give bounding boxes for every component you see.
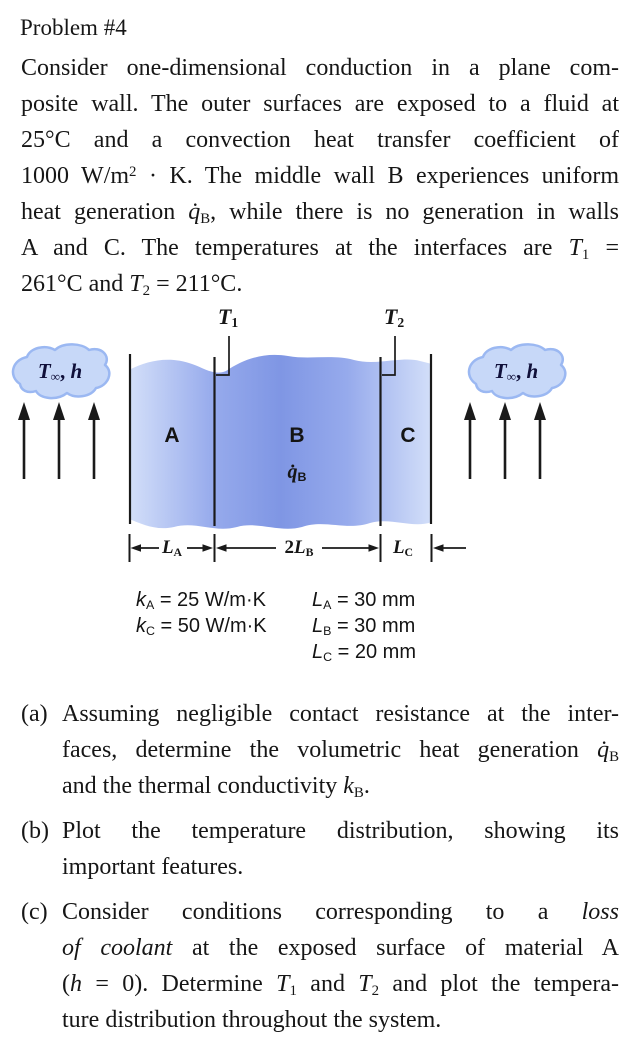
text-segment: A [323,597,332,612]
text-segment: = 50 W/m·K [154,615,267,637]
text-segment: L [294,537,306,558]
question-b [21,813,619,885]
value-la [312,588,415,613]
text-segment: 2 [397,315,405,331]
text-segment: T [217,304,232,329]
value-lb [312,614,415,639]
text-segment: 2 [371,982,380,999]
convection-arrows-left [18,402,100,479]
text-segment: C [404,545,414,559]
text-segment: B [353,784,364,801]
text-segment: and [296,971,359,997]
text-segment: L [312,641,324,663]
convection-arrows-right [464,402,546,479]
wall-a-label: A [164,424,180,447]
text-segment: 2 [284,537,295,558]
text-line [62,1002,619,1038]
cloud-label-right [472,356,560,386]
text-segment: Plot the temperature distribution, showing its [62,818,619,844]
text-line [21,230,619,266]
problem-statement [0,43,637,302]
text-segment: C [146,623,155,638]
text-segment: q̇ [597,737,610,763]
flow-arrow-head [464,402,476,420]
text-segment: · K. The middle wall B experiences uniform [136,163,619,189]
text-segment: T [358,971,372,997]
dimension-lc [433,544,466,552]
flow-arrow-head [534,402,546,420]
heat-generation-label [277,459,317,485]
text-segment: = 211°C. [150,271,243,297]
text-segment: of coolant [62,935,173,961]
dim-arrowhead [216,544,227,552]
text-segment: = 20 mm [332,641,416,663]
text-line [21,50,619,86]
problem-title: Problem #4 [20,15,127,40]
question-list [0,696,637,1052]
text-line [21,266,619,302]
text-segment: ture distribution throughout the system. [62,1007,442,1033]
text-segment: C [323,649,333,664]
question-marker: (c) [21,899,48,925]
text-segment: at the exposed surface of material A [172,935,620,961]
text-segment: A and C. The temperatures at the interfaces are [21,235,569,261]
question-text [62,894,619,1038]
t1-label [208,304,248,330]
value-ka [136,588,266,613]
text-segment: heat generation [21,199,189,225]
text-segment: 1 [289,982,297,999]
text-segment: k [136,615,146,637]
text-segment: B [200,210,211,227]
dim-arrowhead [203,544,214,552]
text-segment: posite wall. The outer surfaces are exposed to a fluid at [21,91,619,117]
text-segment: T [37,359,51,383]
question-c [21,894,619,1038]
text-segment: 25°C and a convection heat transfer coefficient of [21,127,619,153]
text-segment: 2 [129,163,137,180]
text-line [62,849,619,885]
flow-arrow-head [88,402,100,420]
text-segment: B [609,748,619,765]
wall-b-label: B [289,424,305,447]
text-segment: and the thermal conductivity [62,773,344,799]
wall-c-label: C [400,424,416,447]
question-text [62,813,619,885]
text-segment: , [515,359,527,383]
question-text [62,696,619,804]
text-segment: L [392,537,405,558]
text-line [62,696,619,732]
text-line [62,894,619,930]
text-segment: = 0). Determine [82,971,277,997]
text-segment: T [493,359,507,383]
value-kc [136,614,267,639]
text-segment: ∞ [50,369,60,385]
text-line [21,194,619,230]
text-segment: Assuming negligible contact resistance at the inter- [62,701,619,727]
text-segment: Consider conditions corresponding to a [62,899,582,925]
question-marker: (b) [21,818,49,844]
text-segment: 1000 W/m [21,163,130,189]
flow-arrow-head [18,402,30,420]
text-segment: = [589,235,619,261]
text-segment: = 30 mm [331,615,416,637]
question-marker: (a) [21,701,48,727]
text-segment: T [276,971,290,997]
text-segment: k [136,589,146,611]
text-segment: loss [581,899,619,925]
text-line [62,732,619,768]
text-line [21,158,619,194]
text-line [21,86,619,122]
text-segment: and plot the tempera- [379,971,620,997]
text-segment: , while there is no generation in walls [210,199,620,225]
dim-lc-label [385,535,421,561]
text-segment: h [70,971,82,997]
text-segment: T [568,235,582,261]
text-line [62,813,619,849]
dim-arrowhead [131,544,142,552]
text-segment: B [305,545,314,559]
composite-wall-diagram [0,302,637,682]
text-segment: h [70,359,83,383]
text-segment: , [59,359,71,383]
text-segment: T [383,304,398,329]
value-lc [312,640,416,665]
flow-arrow-head [499,402,511,420]
text-line [62,966,619,1002]
text-segment: ( [62,971,70,997]
text-segment: A [146,597,155,612]
text-segment: B [297,469,307,484]
text-segment: L [161,537,174,558]
text-segment: q̇ [287,461,298,483]
text-segment: 1 [231,315,239,331]
text-line [62,930,619,966]
text-segment: L [312,615,324,637]
text-segment: = 30 mm [331,589,416,611]
text-line [62,768,619,804]
dim-la-label [154,535,190,561]
text-segment: = 25 W/m·K [154,589,266,611]
text-segment: 2 [142,282,151,299]
text-segment: T [129,271,143,297]
flow-arrow-head [53,402,65,420]
t1-leader-line [216,336,229,375]
text-segment: Consider one-dimensional conduction in a plane com- [21,55,619,81]
cloud-label-left [16,356,104,386]
dim-arrowhead [433,544,444,552]
question-a [21,696,619,804]
text-segment: 1 [581,246,590,263]
text-segment: ∞ [506,369,516,385]
text-segment: k [343,773,354,799]
text-segment: . [363,773,370,799]
dim-arrowhead [369,544,380,552]
text-segment: important features. [62,854,244,880]
text-segment: h [526,359,539,383]
text-segment: 261°C and [21,271,130,297]
text-segment: q̇ [188,199,201,225]
text-line [21,122,619,158]
text-segment: faces, determine the volumetric heat generation [62,737,598,763]
t2-label [374,304,414,330]
dim-lb-label [277,535,321,561]
text-segment: L [312,589,324,611]
text-segment: B [323,623,332,638]
text-segment: A [173,545,183,559]
